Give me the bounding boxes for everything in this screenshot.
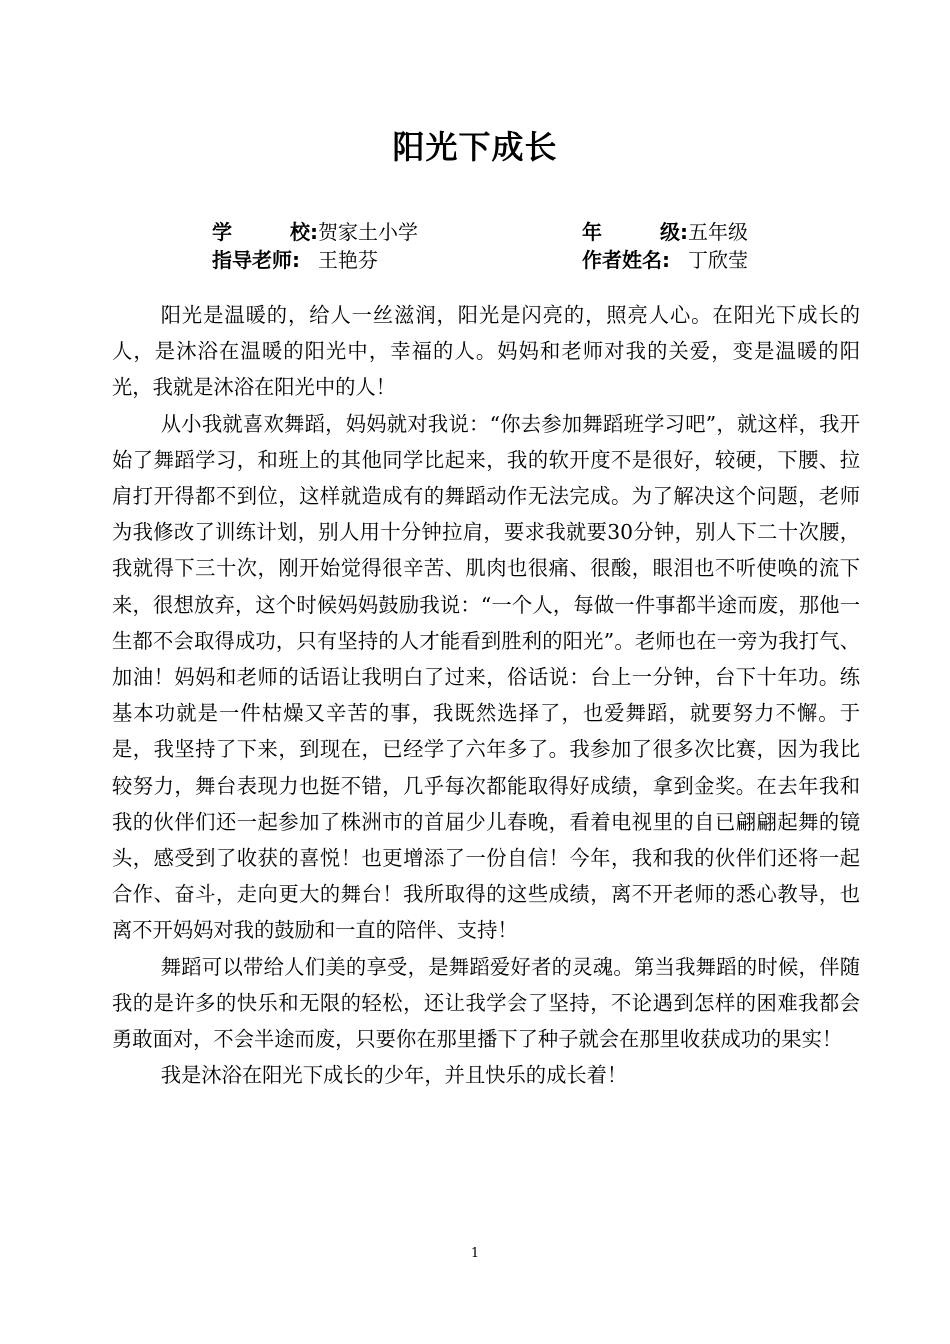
essay-paragraph-1: 阳光是温暖的，给人一丝滋润，阳光是闪亮的，照亮人心。在阳光下成长的人，是沐浴在温暖的阳光中，幸福的人。妈妈和老师对我的关爱，变是温暖的阳光，我就是沐浴在阳光中的人！ [112, 303, 860, 400]
document-title: 阳光下成长 [392, 128, 558, 166]
teacher-field [212, 246, 582, 274]
grade-field [582, 218, 748, 246]
essay-body [112, 297, 860, 1093]
essay-paragraph-3: 舞蹈可以带给人们美的享受，是舞蹈爱好者的灵魂。第当我舞蹈的时候，伴随我的是许多的快乐和无限的轻松，还让我学会了坚持，不论遇到怎样的困难我都会勇敢面对，不会半途而废，只要你在那里播下了种子就会在那里收获成功的果实！ [112, 954, 860, 1052]
grade-label [582, 218, 688, 246]
essay-paragraph-2: 从小我就喜欢舞蹈，妈妈就对我说：“你去参加舞蹈班学习吧”，就这样，我开始了舞蹈学习，和班上的其他同学比起来，我的软开度不是很好，较硬，下腰、拉肩打开得都不到位，这样就造成有的舞蹈动作无法完成。为了解决这个问题，老师为我修改了训练计划，别人用十分钟拉肩，要求我就要30分钟，别人下二十次腰，我就得下三十次，刚开始觉得很辛苦、肌肉也很痛、很酸，眼泪也不听使唤的流下来，很想放弃，这个时候妈妈鼓励我说：“一个人，每做一件事都半途而废，那他一生都不会取得成功，只有坚持的人才能看到胜利的阳光”。老师也在一旁为我打气、加油！妈妈和老师的话语让我明白了过来，俗话说：台上一分钟，台下十年功。练基本功就是一件枯燥又辛苦的事，我既然选择了，也爱舞蹈，就要努力不懈。于是，我坚持了下来，到现在，已经学了六年多了。我参加了很多次比赛，因为我比较努力，舞台表现力也挺不错，几乎每次都能取得好成绩，拿到金奖。在去年我和我的伙伴们还一起参加了株洲市的首届少儿春晚，看着电视里的自已翩翩起舞的镜头，感受到了收获的喜悦！也更增添了一份自信！今年，我和我的伙伴们还将一起合作、奋斗，走向更大的舞台！我所取得的这些成绩，离不开老师的悉心教导，也离不开妈妈对我的鼓励和一直的陪伴、支持！ [112, 411, 860, 943]
author-info-block [212, 218, 772, 274]
grade-value: 五年级 [688, 220, 748, 244]
grade-label-part-1: 年 [582, 220, 602, 244]
school-value: 贺家土小学 [318, 220, 418, 244]
author-value: 丁欣莹 [688, 248, 748, 272]
school-field [212, 218, 582, 246]
essay-paragraph-4: 我是沐浴在阳光下成长的少年，并且快乐的成长着！ [160, 1063, 628, 1088]
author-info-row-2 [212, 246, 772, 274]
school-label [212, 218, 318, 246]
page-number: 1 [470, 1246, 480, 1261]
teacher-label: 指导老师: [212, 248, 300, 272]
grade-label-part-2: 级: [660, 220, 688, 244]
school-label-part-1: 学 [212, 220, 232, 244]
author-label: 作者姓名: [582, 248, 670, 272]
teacher-value: 王艳芬 [318, 248, 378, 272]
school-label-part-2: 校: [290, 220, 318, 244]
author-info-row-1 [212, 218, 772, 246]
author-field [582, 246, 748, 274]
